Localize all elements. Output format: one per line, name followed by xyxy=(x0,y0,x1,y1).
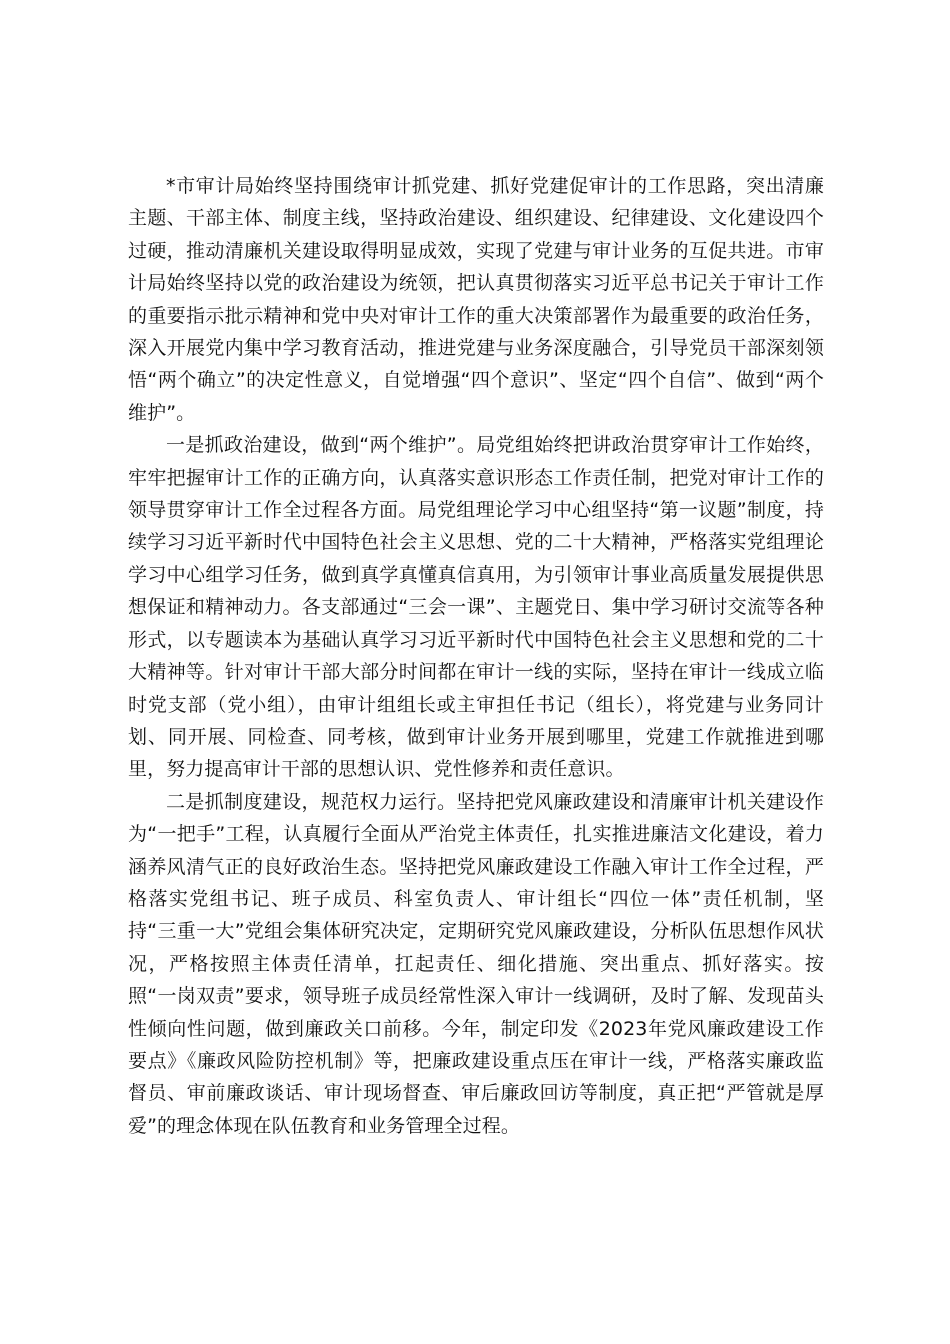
paragraph-political-building: 一是抓政治建设，做到“两个维护”。局党组始终把讲政治贯穿审计工作始终，牢牢把握审计工作的正确方向，认真落实意识形态工作责任制，把党对审计工作的领导贯穿审计工作全过程各方面。局党组理论学习中心组坚持“第一议题”制度，持续学习习近平新时代中国特色社会主义思想、党的二十大精神，严格落实党组理论学习中心组学习任务，做到真学真懂真信真用，为引领审计事业高质量发展提供思想保证和精神动力。各支部通过“三会一课”、主题党日、集中学习研讨交流等各种形式，以专题读本为基础认真学习习近平新时代中国特色社会主义思想和党的二十大精神等。针对审计干部大部分时间都在审计一线的实际，坚持在审计一线成立临时党支部（党小组），由审计组组长或主审担任书记（组长），将党建与业务同计划、同开展、同检查、同考核，做到审计业务开展到哪里，党建工作就推进到哪里，努力提高审计干部的思想认识、党性修养和责任意识。 xyxy=(128,434,824,781)
document-body xyxy=(128,170,824,1142)
paragraph-system-building: 二是抓制度建设，规范权力运行。坚持把党风廉政建设和清廉审计机关建设作为“一把手”工程，认真履行全面从严治党主体责任，扎实推进廉洁文化建设，着力涵养风清气正的良好政治生态。坚持把党风廉政建设工作融入审计工作全过程，严格落实党组书记、班子成员、科室负责人、审计组长“四位一体”责任机制，坚持“三重一大”党组会集体研究决定，定期研究党风廉政建设，分析队伍思想作风状况，严格按照主体责任清单，扛起责任、细化措施、突出重点、抓好落实。按照“一岗双责”要求，领导班子成员经常性深入审计一线调研，及时了解、发现苗头性倾向性问题，做到廉政关口前移。今年，制定印发《2023年党风廉政建设工作要点》《廉政风险防控机制》等，把廉政建设重点压在审计一线，严格落实廉政监督员、审前廉政谈话、审计现场督查、审后廉政回访等制度，真正把“严管就是厚爱”的理念体现在队伍教育和业务管理全过程。 xyxy=(128,790,824,1137)
paragraph-intro: *市审计局始终坚持围绕审计抓党建、抓好党建促审计的工作思路，突出清廉主题、干部主体、制度主线，坚持政治建设、组织建设、纪律建设、文化建设四个过硬，推动清廉机关建设取得明显成效，实现了党建与审计业务的互促共进。市审计局始终坚持以党的政治建设为统领，把认真贯彻落实习近平总书记关于审计工作的重要指示批示精神和党中央对审计工作的重大决策部署作为最重要的政治任务，深入开展党内集中学习教育活动，推进党建与业务深度融合，引导党员干部深刻领悟“两个确立”的决定性意义，自觉增强“四个意识”、坚定“四个自信”、做到“两个维护”。 xyxy=(128,175,824,424)
